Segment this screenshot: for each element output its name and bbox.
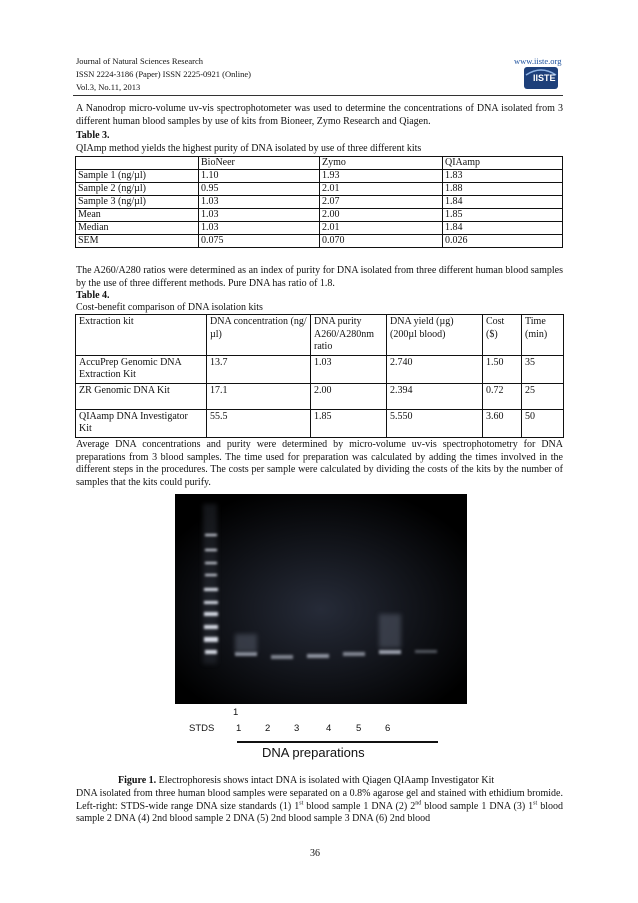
table-cell: 1.85 — [443, 209, 563, 222]
gel-electrophoresis-image — [175, 494, 467, 704]
table-cell: 5.550 — [387, 409, 483, 437]
table-header-cell: Cost ($) — [483, 315, 522, 356]
table-row — [76, 196, 563, 209]
table-cell: 0.95 — [199, 183, 320, 196]
table-cell: QIAamp DNA Investigator Kit — [76, 409, 207, 437]
figure-description-part: blood sample 1 DNA (2) 2 — [303, 800, 416, 812]
table4-label: Table 4. — [76, 290, 110, 301]
lane-label-5: 5 — [356, 723, 362, 734]
table-cell: 1.83 — [443, 170, 563, 183]
table4-caption: Cost-benefit comparison of DNA isolation kits — [76, 302, 263, 313]
table-row — [76, 383, 564, 409]
table-cell: 0.070 — [320, 235, 443, 248]
table-cell: 55.5 — [207, 409, 311, 437]
figure-description-part: DNA isolated from three human blood samples were separated on a 0.8% agarose gel and stained with ethidium bromide. Left-right: STDS-wide range DNA size standards (1) 1 — [76, 788, 563, 812]
table-cell: 1.88 — [443, 183, 563, 196]
table-row — [76, 235, 563, 248]
table-cell: 13.7 — [207, 355, 311, 383]
table-cell: 1.03 — [199, 222, 320, 235]
table-header-cell: DNA yield (µg) (200µl blood) — [387, 315, 483, 356]
logo-text: IISTE — [533, 73, 556, 83]
table-cell: 0.026 — [443, 235, 563, 248]
table-cell: 1.03 — [199, 209, 320, 222]
table-header-cell: QIAamp — [443, 157, 563, 170]
lane-label-4: 4 — [326, 723, 332, 734]
table-header-row — [76, 315, 564, 356]
figure-description-part: blood sample 2 DNA (4) 2nd blood sample 2 DNA (5) 2nd blood sample 3 DNA (6) 2nd blood — [76, 800, 563, 825]
table-cell: 1.03 — [199, 196, 320, 209]
table-cell: 1.93 — [320, 170, 443, 183]
table-row — [76, 222, 563, 235]
superscript: st — [533, 800, 538, 807]
table-cell: 2.740 — [387, 355, 483, 383]
table-cell: 2.01 — [320, 183, 443, 196]
gel-bands-image — [175, 494, 467, 704]
header-divider — [73, 95, 563, 96]
table-header-cell: DNA concentration (ng/µl) — [207, 315, 311, 356]
table-header-cell: Zymo — [320, 157, 443, 170]
table-cell: 0.075 — [199, 235, 320, 248]
figure-caption — [118, 775, 563, 788]
table-cell: AccuPrep Genomic DNA Extraction Kit — [76, 355, 207, 383]
table-cell: 1.84 — [443, 222, 563, 235]
table-row — [76, 183, 563, 196]
page-number: 36 — [310, 848, 320, 859]
figure-caption-text: Electrophoresis shows intact DNA is isolated with Qiagen QIAamp Investigator Kit — [156, 775, 495, 786]
table-cell: Sample 1 (ng/µl) — [76, 170, 199, 183]
dna-preparations-label: DNA preparations — [262, 745, 365, 760]
journal-title: Journal of Natural Sciences Research — [76, 56, 203, 66]
table-cell: 1.84 — [443, 196, 563, 209]
table-cell: 35 — [522, 355, 564, 383]
lane-label-stds: STDS — [189, 723, 215, 734]
table-header-row — [76, 157, 563, 170]
table-header-cell: DNA purity A260/A280nm ratio — [311, 315, 387, 356]
table-cell: 2.394 — [387, 383, 483, 409]
lane-label-6: 6 — [385, 723, 391, 734]
table-cell: 3.60 — [483, 409, 522, 437]
lane-mark-small: 1 — [233, 707, 239, 718]
table-cell: SEM — [76, 235, 199, 248]
table-cell: 0.72 — [483, 383, 522, 409]
table-cell: 1.03 — [311, 355, 387, 383]
figure-description-part: blood sample 1 DNA (3) 1 — [421, 800, 534, 812]
table-cell: 50 — [522, 409, 564, 437]
table-header-cell — [76, 157, 199, 170]
lane-label-1: 1 — [236, 723, 242, 734]
intro-paragraph: A Nanodrop micro-volume uv-vis spectrophotometer was used to determine the concentrations of DNA isolated from 3 different human blood samples by use of kits from Bioneer, Zymo Research and Qiagen. — [76, 103, 563, 127]
table-row — [76, 209, 563, 222]
table-row — [76, 170, 563, 183]
table-header-cell: Extraction kit — [76, 315, 207, 356]
figure-caption-label: Figure 1. — [118, 775, 157, 786]
table-header-cell: BioNeer — [199, 157, 320, 170]
journal-volume: Vol.3, No.11, 2013 — [76, 82, 141, 92]
journal-website-link[interactable]: www.iiste.org — [514, 56, 562, 66]
table-cell: Sample 2 (ng/µl) — [76, 183, 199, 196]
table4 — [75, 314, 564, 438]
figure-description — [76, 788, 563, 826]
table-cell: 1.10 — [199, 170, 320, 183]
superscript: nd — [415, 800, 422, 807]
table-cell: Sample 3 (ng/µl) — [76, 196, 199, 209]
journal-issn: ISSN 2224-3186 (Paper) ISSN 2225-0921 (Online) — [76, 69, 251, 79]
dna-preparations-bracket — [237, 741, 438, 743]
table-cell: 2.00 — [311, 383, 387, 409]
table-cell: 25 — [522, 383, 564, 409]
table-cell: 17.1 — [207, 383, 311, 409]
table-cell: 2.00 — [320, 209, 443, 222]
table-cell: ZR Genomic DNA Kit — [76, 383, 207, 409]
table-cell: Median — [76, 222, 199, 235]
table-cell: 2.07 — [320, 196, 443, 209]
average-paragraph: Average DNA concentrations and purity were determined by micro-volume uv-vis spectrophotometry for DNA preparations from 3 blood samples. The time used for preparation was calculated by adding the times involved in the different steps in the procedures. The costs per sample were calculated by dividing the costs of the kits by the number of samples that the kits could purify. — [76, 439, 563, 488]
table3-label: Table 3. — [76, 130, 110, 141]
lane-label-2: 2 — [265, 723, 271, 734]
lane-label-3: 3 — [294, 723, 300, 734]
table-header-cell: Time (min) — [522, 315, 564, 356]
table3-caption: QIAmp method yields the highest purity of DNA isolated by use of three different kits — [76, 143, 422, 154]
table-cell: 2.01 — [320, 222, 443, 235]
ratio-paragraph: The A260/A280 ratios were determined as an index of purity for DNA isolated from three different human blood samples by the use of three different methods. Pure DNA has ratio of 1.8. — [76, 265, 563, 289]
table3 — [75, 156, 563, 248]
table-cell: Mean — [76, 209, 199, 222]
table-row — [76, 355, 564, 383]
table-cell: 1.50 — [483, 355, 522, 383]
table-row — [76, 409, 564, 437]
table-cell: 1.85 — [311, 409, 387, 437]
superscript: st — [299, 800, 304, 807]
